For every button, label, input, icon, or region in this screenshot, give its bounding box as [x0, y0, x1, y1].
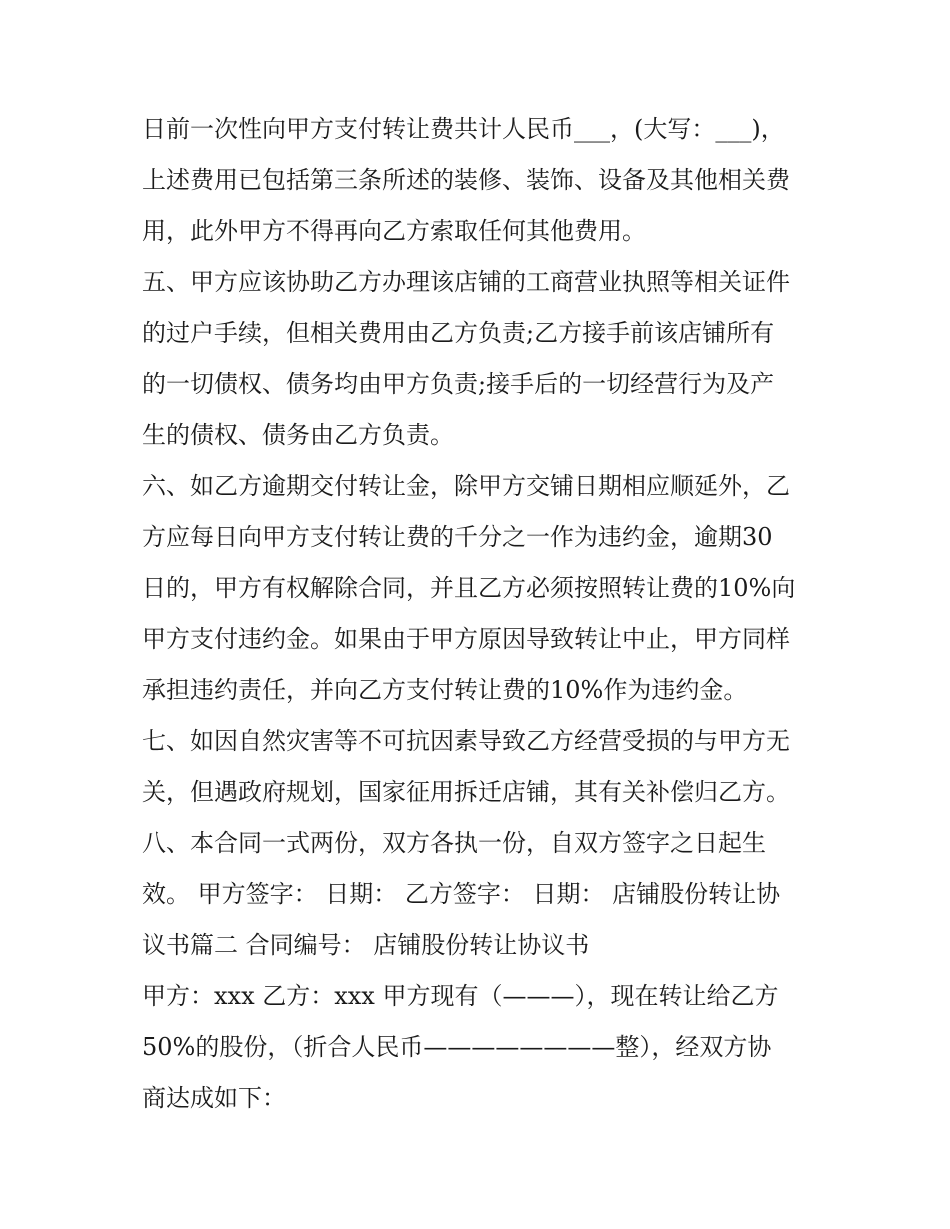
text-line: 生的债权、债务由乙方负责。	[142, 421, 454, 449]
text-line: 五、甲方应该协助乙方办理该店铺的工商营业执照等相关证件	[142, 268, 790, 296]
document-body	[142, 104, 814, 1124]
text-line: 承担违约责任，并向乙方支付转让费的10%作为违约金。	[142, 676, 748, 704]
text-line: 关，但遇政府规划，国家征用拆迁店铺，其有关补偿归乙方。	[142, 778, 790, 806]
text-line: 50%的股份，（折合人民币————————整），经双方协	[142, 1033, 772, 1061]
text-line: 日前一次性向甲方支付转让费共计人民币___，(大写：___)，	[142, 115, 785, 143]
text-line: 七、如因自然灾害等不可抗因素导致乙方经营受损的与甲方无	[142, 727, 790, 755]
text-line: 日的，甲方有权解除合同，并且乙方必须按照转让费的10%向	[142, 574, 796, 602]
text-line: 商达成如下：	[142, 1084, 286, 1112]
text-line: 甲方支付违约金。如果由于甲方原因导致转让中止，甲方同样	[142, 625, 790, 653]
text-line: 六、如乙方逾期交付转让金，除甲方交铺日期相应顺延外，乙	[142, 472, 790, 500]
text-line: 的一切债权、债务均由甲方负责;接手后的一切经营行为及产	[142, 370, 775, 398]
text-line: 八、本合同一式两份，双方各执一份，自双方签字之日起生	[142, 829, 766, 857]
text-line: 上述费用已包括第三条所述的装修、装饰、设备及其他相关费	[142, 166, 790, 194]
text-line: 甲方：xxx 乙方：xxx 甲方现有（———），现在转让给乙方	[142, 982, 779, 1010]
text-line: 议书篇二 合同编号： 店铺股份转让协议书	[142, 931, 590, 959]
text-line: 方应每日向甲方支付转让费的千分之一作为违约金，逾期30	[142, 523, 773, 551]
text-line: 效。 甲方签字： 日期： 乙方签字： 日期： 店铺股份转让协	[142, 880, 781, 908]
text-line: 的过户手续，但相关费用由乙方负责;乙方接手前该店铺所有	[142, 319, 775, 347]
text-line: 用，此外甲方不得再向乙方索取任何其他费用。	[142, 217, 646, 245]
